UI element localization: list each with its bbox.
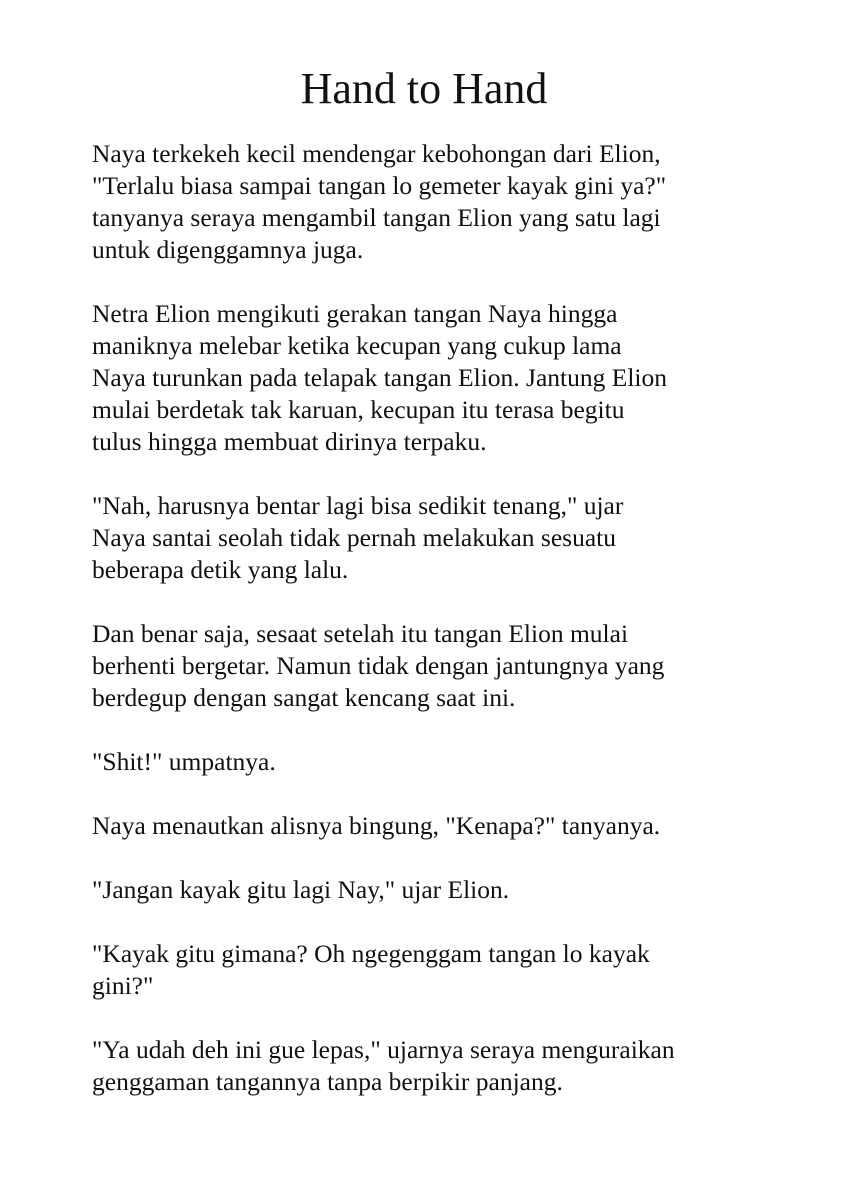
- text-line: "Jangan kayak gitu lagi Nay," ujar Elion.: [92, 875, 510, 904]
- paragraph: [92, 138, 792, 266]
- text-line: mulai berdetak tak karuan, kecupan itu terasa begitu: [92, 395, 625, 424]
- story-body: [92, 138, 792, 1130]
- text-line: beberapa detik yang lalu.: [92, 555, 349, 584]
- text-line: untuk digenggamnya juga.: [92, 235, 364, 264]
- paragraph: [92, 746, 792, 778]
- text-line: berhenti bergetar. Namun tidak dengan jantungnya yang: [92, 651, 665, 680]
- text-line: berdegup dengan sangat kencang saat ini.: [92, 683, 516, 712]
- page-title: Hand to Hand: [300, 64, 548, 113]
- text-line: tulus hingga membuat dirinya terpaku.: [92, 427, 487, 456]
- text-line: maniknya melebar ketika kecupan yang cukup lama: [92, 331, 622, 360]
- text-line: "Terlalu biasa sampai tangan lo gemeter kayak gini ya?": [92, 171, 667, 200]
- text-line: gini?": [92, 971, 154, 1000]
- text-line: "Nah, harusnya bentar lagi bisa sedikit tenang," ujar: [92, 491, 624, 520]
- text-line: "Kayak gitu gimana? Oh ngegenggam tangan lo kayak: [92, 939, 650, 968]
- text-line: Naya menautkan alisnya bingung, "Kenapa?" tanyanya.: [92, 811, 661, 840]
- text-line: genggaman tangannya tanpa berpikir panjang.: [92, 1067, 563, 1096]
- paragraph: [92, 618, 792, 714]
- paragraph: [92, 490, 792, 586]
- text-line: Naya santai seolah tidak pernah melakukan sesuatu: [92, 523, 616, 552]
- text-line: Naya terkekeh kecil mendengar kebohongan dari Elion,: [92, 139, 661, 168]
- text-line: Dan benar saja, sesaat setelah itu tangan Elion mulai: [92, 619, 629, 648]
- text-line: tanyanya seraya mengambil tangan Elion yang satu lagi: [92, 203, 661, 232]
- paragraph: [92, 874, 792, 906]
- text-line: Netra Elion mengikuti gerakan tangan Naya hingga: [92, 299, 618, 328]
- paragraph: [92, 810, 792, 842]
- text-line: "Shit!" umpatnya.: [92, 747, 276, 776]
- text-line: Naya turunkan pada telapak tangan Elion. Jantung Elion: [92, 363, 667, 392]
- paragraph: [92, 1034, 792, 1098]
- paragraph: [92, 938, 792, 1002]
- paragraph: [92, 298, 792, 458]
- text-line: "Ya udah deh ini gue lepas," ujarnya seraya menguraikan: [92, 1035, 675, 1064]
